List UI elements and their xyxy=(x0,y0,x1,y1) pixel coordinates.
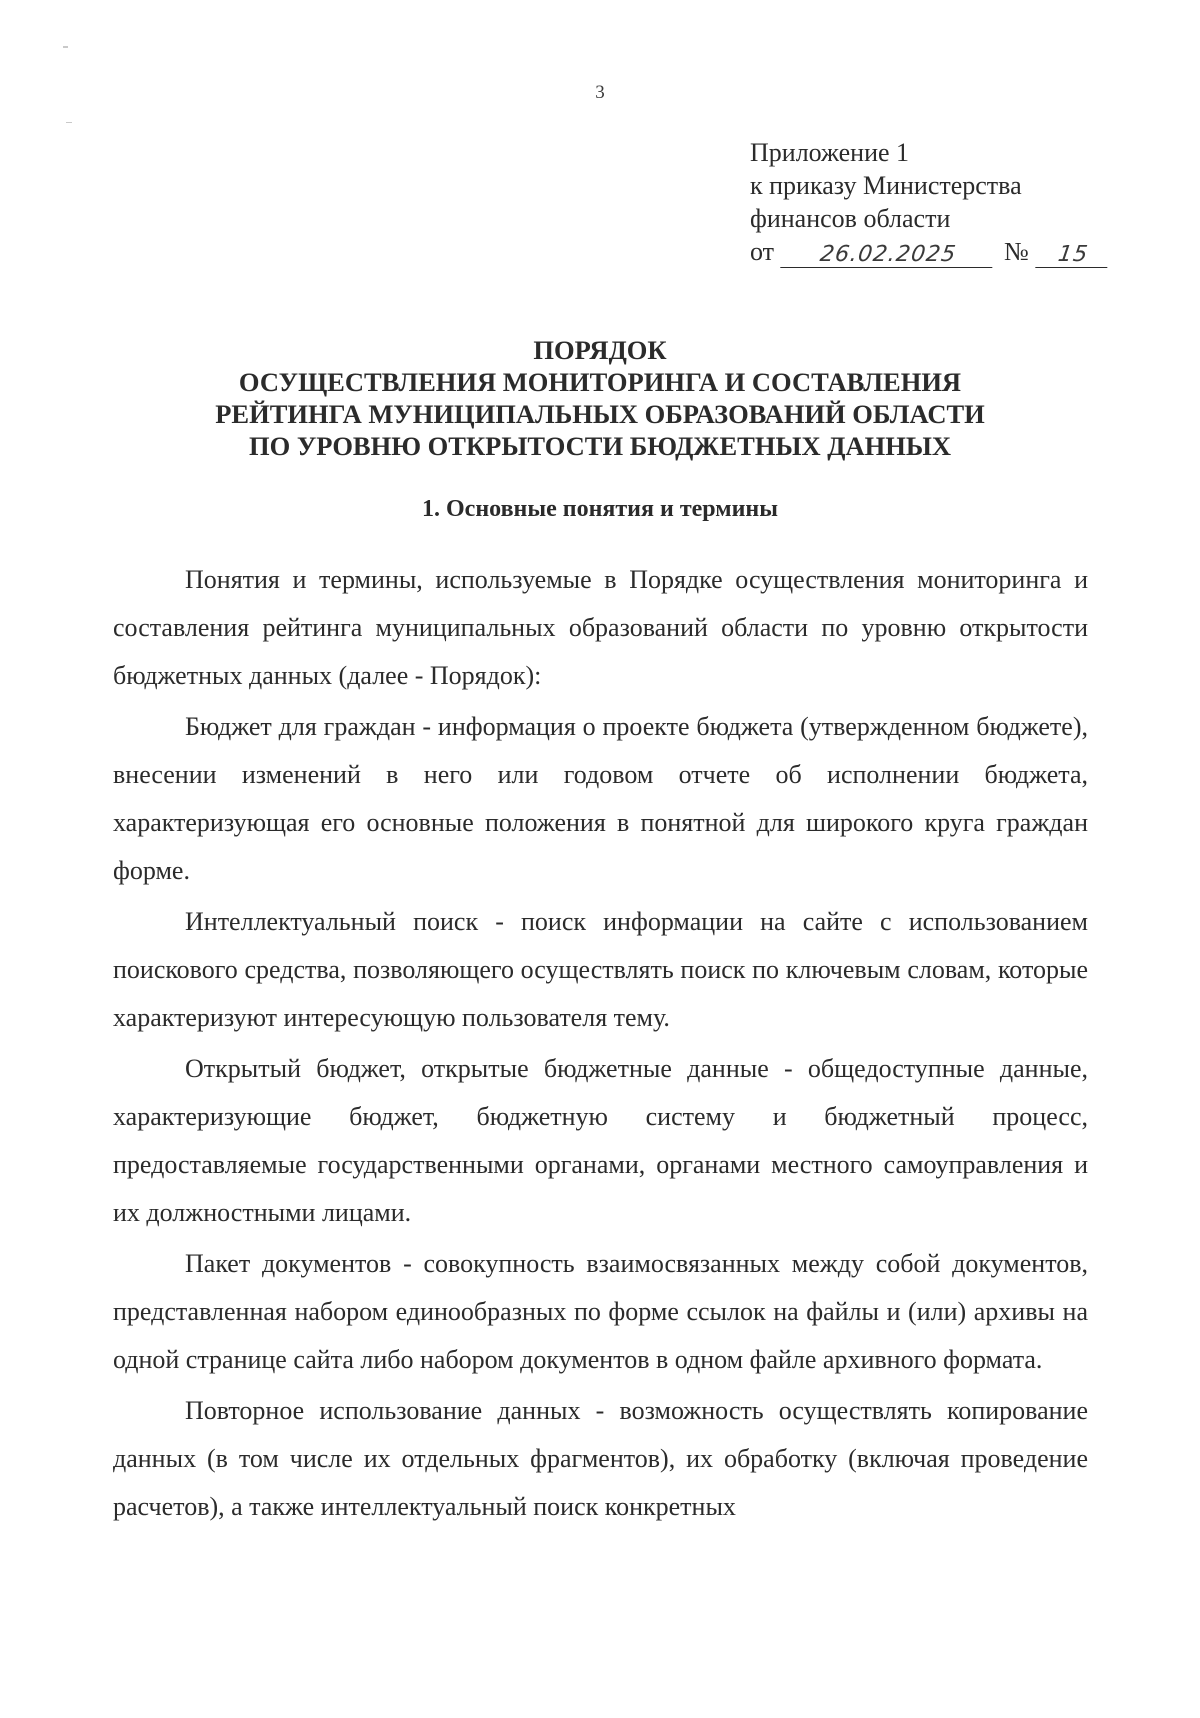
paragraph: Пакет документов - совокупность взаимосвязанных между собой документов, представленная набором единообразных по форме ссылок на файлы и (или) архивы на одной странице сайта либо набором документов в одном файле архивного формата. xyxy=(113,1249,1088,1374)
appendix-line: финансов области xyxy=(750,204,951,233)
body-text xyxy=(113,556,1088,1534)
paragraph: Бюджет для граждан - информация о проекте бюджета (утвержденном бюджете), внесении изменений в него или годовом отчете об исполнении бюджета, характеризующая его основные положения в понятной для широкого круга граждан форме. xyxy=(113,712,1088,885)
title-line: ПО УРОВНЮ ОТКРЫТОСТИ БЮДЖЕТНЫХ ДАННЫХ xyxy=(248,431,952,461)
title-line: РЕЙТИНГА МУНИЦИПАЛЬНЫХ ОБРАЗОВАНИЙ ОБЛАСТИ xyxy=(215,399,985,429)
appendix-line: к приказу Министерства xyxy=(750,171,1022,200)
title-line: ПОРЯДОК xyxy=(533,335,667,365)
date-prefix: от xyxy=(750,237,775,266)
document-title xyxy=(0,334,1200,462)
section-heading: 1. Основные понятия и термины xyxy=(422,496,778,522)
appendix-block xyxy=(750,136,1109,268)
page-number: 3 xyxy=(595,82,605,103)
handwritten-number: 15 xyxy=(1035,243,1111,268)
scan-speck xyxy=(63,46,68,48)
appendix-line: Приложение 1 xyxy=(750,138,910,167)
date-number-row xyxy=(750,235,1109,268)
scan-speck xyxy=(66,122,72,123)
paragraph: Открытый бюджет, открытые бюджетные данные - общедоступные данные, характеризующие бюджет, бюджетную систему и бюджетный процесс, предоставляемые государственными органами, органами местного самоуправления и их должностными лицами. xyxy=(113,1054,1088,1227)
number-sign: № xyxy=(1004,237,1029,266)
handwritten-date: 26.02.2025 xyxy=(780,243,996,268)
paragraph: Повторное использование данных - возможность осуществлять копирование данных (в том числе их отдельных фрагментов), их обработку (включая проведение расчетов), а также интеллектуальный поиск конкретных xyxy=(113,1396,1088,1521)
paragraph: Понятия и термины, используемые в Порядке осуществления мониторинга и составления рейтинга муниципальных образований области по уровню открытости бюджетных данных (далее - Порядок): xyxy=(113,565,1088,690)
title-line: ОСУЩЕСТВЛЕНИЯ МОНИТОРИНГА И СОСТАВЛЕНИЯ xyxy=(238,367,962,397)
paragraph: Интеллектуальный поиск - поиск информации на сайте с использованием поискового средства, позволяющего осуществлять поиск по ключевым словам, которые характеризуют интересующую пользователя тему. xyxy=(113,907,1088,1032)
